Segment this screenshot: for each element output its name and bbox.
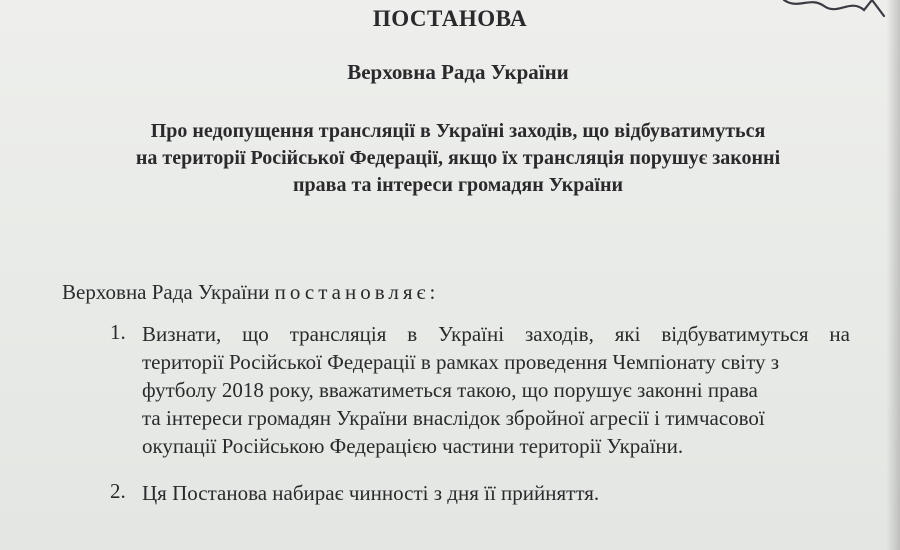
item-line: футболу 2018 року, вважатиметься такою, що порушує законні права xyxy=(142,378,758,402)
issuing-organization: Верховна Рада України xyxy=(347,60,569,84)
subject-line: Про недопущення трансляції в Україні заходів, що відбуватимуться xyxy=(150,120,766,142)
list-item xyxy=(110,320,850,460)
preamble-verb: постановляє: xyxy=(274,280,440,304)
item-line: окупації Російською Федерацією частини території України. xyxy=(142,434,684,458)
item-line: та інтереси громадян України внаслідок збройної агресії і тимчасової xyxy=(142,406,765,430)
subject-line: права та інтереси громадян України xyxy=(293,174,623,196)
item-number: 2. xyxy=(110,479,126,503)
page-edge-shadow xyxy=(886,0,900,550)
document-title: ПОСТАНОВА xyxy=(372,6,528,31)
item-number: 1. xyxy=(110,320,126,344)
preamble-text: Верховна Рада України xyxy=(62,280,275,304)
item-line: Визнати, що трансляція в Україні заходів, які відбуватимуться на xyxy=(142,322,850,346)
subject-line: на території Російської Федерації, якщо їх трансляція порушує законні xyxy=(135,147,781,169)
document-subject xyxy=(8,118,900,199)
list-item xyxy=(110,479,850,507)
preamble xyxy=(62,280,439,305)
item-line: Ця Постанова набирає чинності з дня її прийняття. xyxy=(142,481,600,505)
item-line: території Російської Федерації в рамках проведення Чемпіонату світу з xyxy=(142,350,780,374)
